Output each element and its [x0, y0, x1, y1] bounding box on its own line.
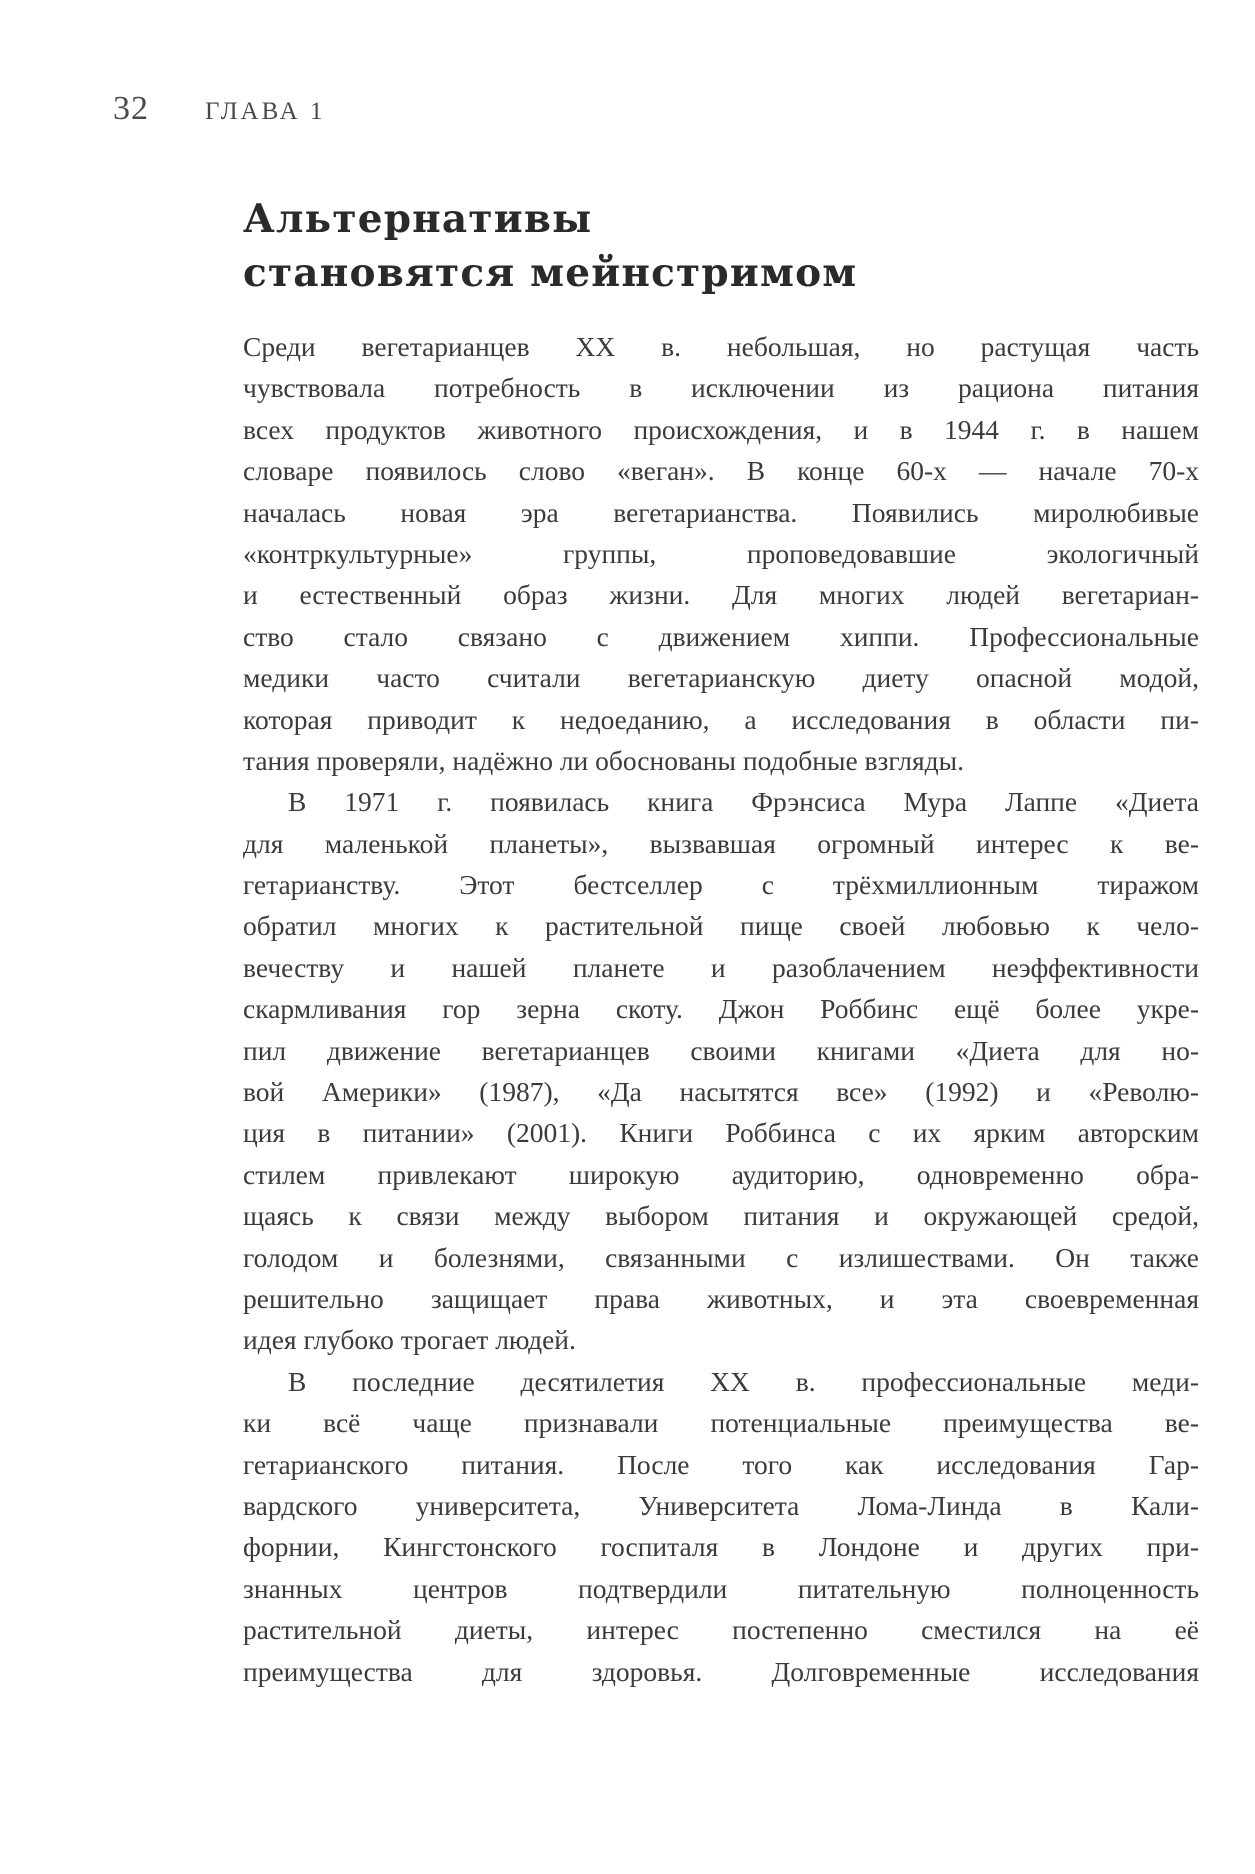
- page-number: 32: [113, 90, 149, 127]
- text-line: гетарианству. Этот бестселлер с трёхмиллионным тиражом: [243, 869, 1199, 901]
- text-line: пил движение вегетарианцев своими книгами «Диета для но-: [243, 1034, 1199, 1066]
- text-line: щаясь к связи между выбором питания и окружающей средой,: [243, 1200, 1199, 1232]
- text-line: ция в питании» (2001). Книги Роббинса с их ярким авторским: [243, 1117, 1199, 1149]
- text-line: В последние десятилетия XX в. профессиональные меди-: [288, 1365, 1199, 1397]
- text-line: идея глубоко трогает людей.: [243, 1324, 576, 1356]
- text-line: вечеству и нашей планете и разоблачением неэффективности: [243, 951, 1199, 983]
- text-line: решительно защищает права животных, и эта своевременная: [243, 1282, 1199, 1314]
- text-line: чувствовала потребность в исключении из рациона питания: [243, 372, 1199, 404]
- text-line: растительной диеты, интерес постепенно сместился на её: [243, 1614, 1199, 1646]
- text-line: «контркультурные» группы, проповедовавшие экологичный: [243, 537, 1199, 569]
- section-title-line: Альтернативы: [243, 196, 593, 242]
- text-line: форнии, Кингстонского госпиталя в Лондоне и других при-: [243, 1531, 1199, 1563]
- body-text: [243, 326, 1199, 1692]
- text-line: преимущества для здоровья. Долговременные исследования: [243, 1655, 1199, 1687]
- paragraph-2: [243, 781, 1199, 1360]
- text-line: вой Америки» (1987), «Да насытятся все» (1992) и «Револю-: [243, 1076, 1199, 1108]
- text-line: для маленькой планеты», вызвавшая огромный интерес к ве-: [243, 827, 1199, 859]
- text-line: обратил многих к растительной пище своей любовью к чело-: [243, 910, 1199, 942]
- text-line: которая приводит к недоеданию, а исследования в области пи-: [243, 703, 1199, 735]
- chapter-label: ГЛАВА 1: [205, 98, 326, 125]
- section-title-line: становятся мейнстримом: [243, 250, 858, 296]
- text-line: знанных центров подтвердили питательную полноценность: [243, 1572, 1199, 1604]
- text-line: и естественный образ жизни. Для многих людей вегетариан-: [243, 579, 1199, 611]
- text-line: ство стало связано с движением хиппи. Профессиональные: [243, 620, 1199, 652]
- section-title: [243, 192, 1143, 300]
- text-line: ки всё чаще признавали потенциальные преимущества ве-: [243, 1407, 1199, 1439]
- text-line: гетарианского питания. После того как исследования Гар-: [243, 1448, 1199, 1480]
- paragraph-1: [243, 326, 1199, 781]
- text-line: стилем привлекают широкую аудиторию, одновременно обра-: [243, 1158, 1199, 1190]
- text-line: вардского университета, Университета Лома-Линда в Кали-: [243, 1489, 1199, 1521]
- text-line: голодом и болезнями, связанными с излишествами. Он также: [243, 1241, 1199, 1273]
- text-line: словаре появилось слово «веган». В конце 60-х — начале 70-х: [243, 455, 1199, 487]
- text-line: началась новая эра вегетарианства. Появились миролюбивые: [243, 496, 1199, 528]
- running-head: [113, 90, 326, 130]
- text-line: В 1971 г. появилась книга Фрэнсиса Мура Лаппе «Диета: [288, 786, 1199, 818]
- text-line: медики часто считали вегетарианскую диету опасной модой,: [243, 662, 1199, 694]
- paragraph-3: [243, 1361, 1199, 1692]
- text-line: всех продуктов животного происхождения, и в 1944 г. в нашем: [243, 413, 1199, 445]
- text-line: Среди вегетарианцев XX в. небольшая, но растущая часть: [243, 331, 1199, 362]
- text-line: тания проверяли, надёжно ли обоснованы подобные взгляды.: [243, 744, 965, 776]
- text-line: скармливания гор зерна скоту. Джон Роббинс ещё более укре-: [243, 993, 1199, 1025]
